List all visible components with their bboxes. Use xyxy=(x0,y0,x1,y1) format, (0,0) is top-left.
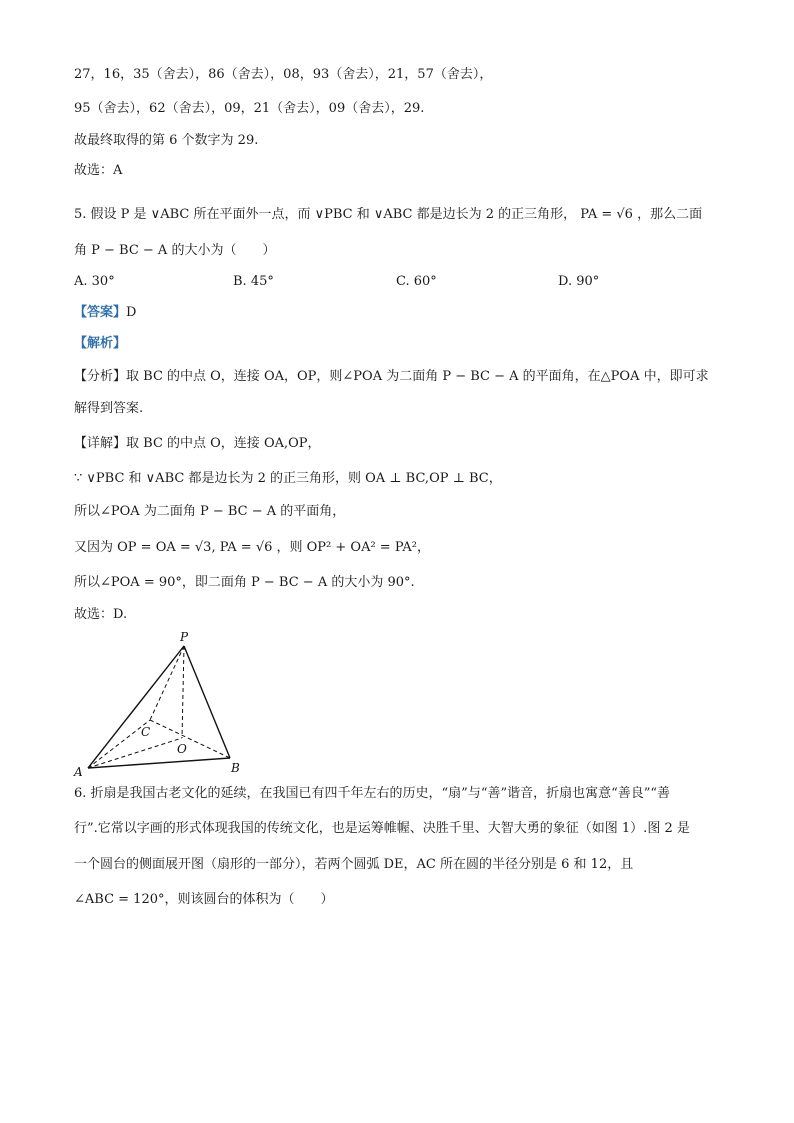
edge-pa xyxy=(88,646,184,768)
text-line: 故最终取得的第 6 个数字为 29. xyxy=(74,133,259,148)
vertex-label-a: A xyxy=(74,765,83,778)
fenxi-line xyxy=(74,368,709,386)
answer-value: D xyxy=(126,305,137,320)
solution-line: 所以∠POA 为二面角 P − BC − A 的平面角， xyxy=(74,504,346,519)
solution-line: 故选：D. xyxy=(74,607,128,622)
option-d: D. 90° xyxy=(558,274,600,289)
fenxi-tag: 【分析】 xyxy=(74,369,127,384)
vertex-label-c: C xyxy=(141,725,151,739)
option-a: A. 30° xyxy=(74,274,115,289)
edge-pb xyxy=(184,646,230,758)
option-c: C. 60° xyxy=(396,274,437,289)
segment-po xyxy=(182,646,184,738)
question-5-stem: 角 P − BC − A 的大小为（ ） xyxy=(74,243,276,258)
analysis-tag: 【解析】 xyxy=(74,336,127,351)
answer-tag: 【答案】 xyxy=(74,305,127,320)
tetrahedron-figure xyxy=(70,628,250,778)
segment-ao xyxy=(88,738,182,768)
edge-bc xyxy=(150,720,230,758)
vertex-label-b: B xyxy=(231,761,240,775)
answer-line xyxy=(74,304,136,322)
vertex-label-p: P xyxy=(180,630,189,644)
question-6-line: ∠ABC = 120°，则该圆台的体积为（ ） xyxy=(74,892,334,907)
solution-line: ∵ ∨PBC 和 ∨ABC 都是边长为 2 的正三角形，则 OA ⊥ BC,OP ⊥ BC， xyxy=(74,471,502,486)
question-5-stem: 5. 假设 P 是 ∨ABC 所在平面外一点，而 ∨PBC 和 ∨ABC 都是边长为 2 的正三角形， PA = √6 ，那么二面 xyxy=(74,207,703,222)
analysis-line xyxy=(74,335,126,353)
xiangjie-line xyxy=(74,435,321,453)
option-b: B. 45° xyxy=(233,274,274,289)
fenxi-line: 解得到答案. xyxy=(74,401,144,416)
point-label-o: O xyxy=(177,742,187,756)
text-line: 27，16，35（舍去），86（舍去），08，93（舍去），21，57（舍去）， xyxy=(74,67,493,82)
solution-line: 又因为 OP = OA = √3, PA = √6 ，则 OP² + OA² = PA²， xyxy=(74,540,430,555)
question-6-line: 一个圆台的侧面展开图（扇形的一部分），若两个圆弧 DE，AC 所在圆的半径分别是 6 和 12，且 xyxy=(74,857,634,872)
xiangjie-tag: 【详解】 xyxy=(74,436,127,451)
xiangjie-text: 取 BC 的中点 O，连接 OA,OP， xyxy=(126,436,321,451)
text-line: 故选：A xyxy=(74,163,123,178)
edge-ab xyxy=(88,758,230,768)
text-line: 95（舍去），62（舍去），09，21（舍去），09（舍去），29. xyxy=(74,101,425,116)
solution-line: 所以∠POA = 90°，即二面角 P − BC − A 的大小为 90°. xyxy=(74,575,415,590)
question-6-line: 行”.它常以字画的形式体现我国的传统文化，也是运筹帷幄、决胜千里、大智大勇的象征（如图 1）.图 2 是 xyxy=(74,821,690,836)
fenxi-text: 取 BC 的中点 O，连接 OA，OP，则∠POA 为二面角 P − BC − A 的平面角，在△POA 中，即可求 xyxy=(126,369,709,384)
question-6-line: 6. 折扇是我国古老文化的延续，在我国已有四千年左右的历史，“扇”与“善”谐音，折扇也寓意“善良”“善 xyxy=(74,786,671,801)
